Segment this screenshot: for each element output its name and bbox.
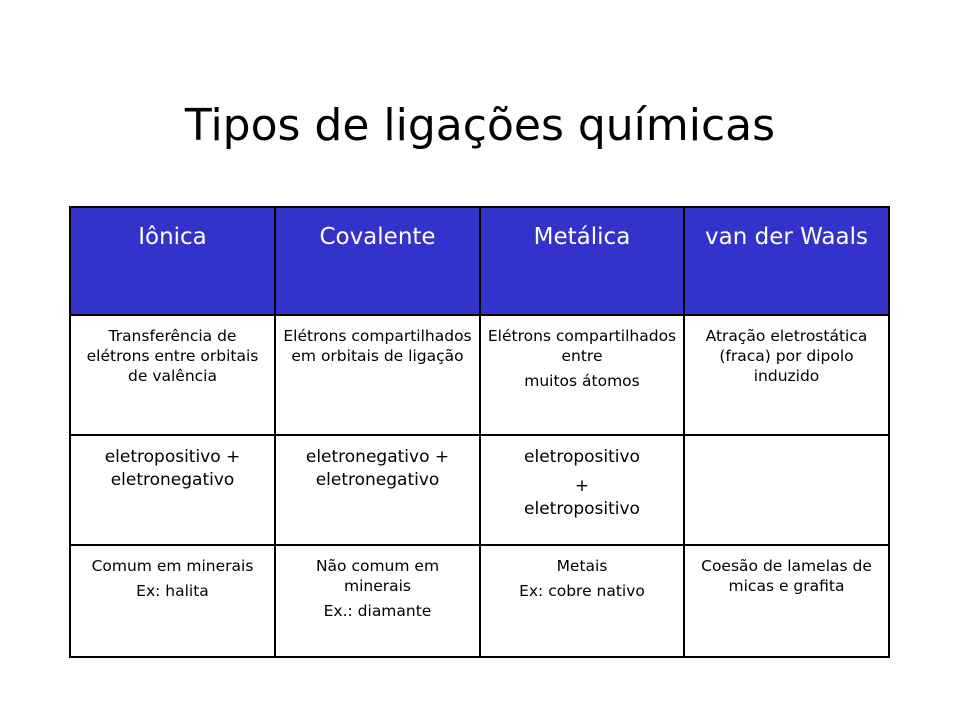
cell-text: Transferência de elétrons entre orbitais de valência [86,327,259,385]
header-ionica: Iônica [70,207,275,315]
cell-text: Ex: cobre nativo [519,582,645,600]
table-row-elements [70,435,889,545]
cell-text: + [574,476,590,496]
bond-types-table [69,206,890,658]
table-row-examples [70,545,889,657]
bond-types-table-wrap [69,206,890,658]
table-cell [684,315,889,435]
header-van-der-waals: van der Waals [684,207,889,315]
table-cell [480,435,684,545]
table-cell [275,315,480,435]
table-cell [70,315,275,435]
slide-title: Tipos de ligações químicas [184,100,776,151]
cell-text: Não comum em minerais [315,557,440,595]
table-cell [480,315,684,435]
cell-text: Ex.: diamante [323,602,432,620]
header-covalente: Covalente [275,207,480,315]
cell-text: eletronegativo + eletronegativo [305,447,450,490]
cell-text: Elétrons compartilhados em orbitais de ligação [283,327,472,365]
table-cell-empty [684,435,889,545]
header-row [70,207,889,315]
header-metalica: Metálica [480,207,684,315]
cell-text: eletropositivo [524,447,640,467]
cell-text: Atração eletrostática (fraca) por dipolo induzido [705,327,868,385]
table-cell [70,545,275,657]
cell-text: Ex: halita [136,582,209,600]
table-cell [70,435,275,545]
table-cell [275,435,480,545]
table-cell [684,545,889,657]
cell-text: eletropositivo [524,499,640,519]
table-cell [275,545,480,657]
cell-text: Comum em minerais [91,557,254,575]
cell-text: Elétrons compartilhados entre [487,327,677,365]
cell-text: eletropositivo + eletronegativo [104,447,241,490]
table-row-description [70,315,889,435]
cell-text: Coesão de lamelas de micas e grafita [701,557,872,595]
table-cell [480,545,684,657]
cell-text: Metais [556,557,608,575]
cell-text: muitos átomos [524,372,640,390]
